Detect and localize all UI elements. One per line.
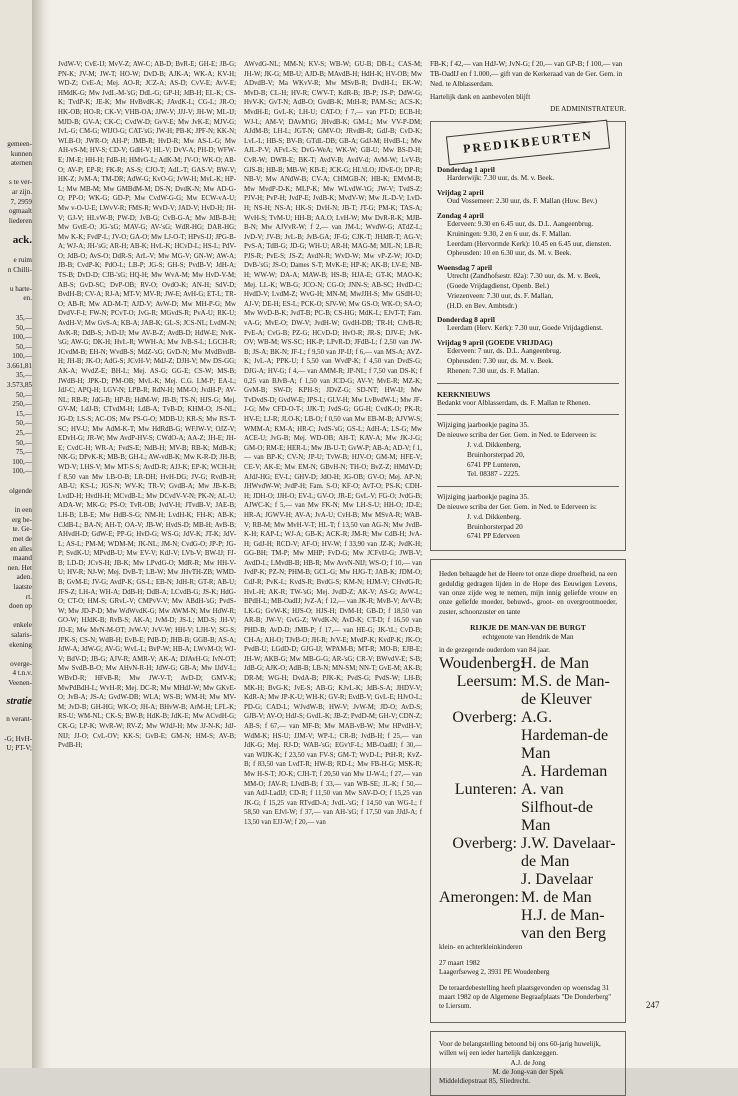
strip-amount: 75,—	[15, 448, 32, 457]
divider	[437, 383, 619, 384]
relative-name: M.S. de Man-de Kleuver	[521, 673, 610, 709]
strip-amount: 35,—	[15, 371, 32, 380]
relative-name: J.W. Davelaar-de Man	[521, 835, 616, 871]
strip-line: n Chilli-	[7, 265, 32, 274]
strip-line	[0, 725, 32, 735]
strip-line: -G; HvH-	[4, 734, 32, 743]
strip-line: doen op	[9, 602, 32, 611]
strip-amount: 100,—	[12, 457, 32, 466]
thanks-line: Hartelijk dank en aanbevolen blijft	[430, 93, 531, 102]
previous-page-amounts	[0, 314, 32, 477]
previous-page-bottom-text	[0, 715, 32, 753]
sermon-entry: Utrecht (Zandhofsestr. 82a): 7.30 uur, ds. M. v. Beek, (Goede Vrijdagdienst, Openb. Bel.)	[447, 272, 601, 290]
strip-line: s te ver-	[8, 178, 32, 187]
book-gutter	[32, 0, 50, 1068]
previous-page-italic: stratie	[6, 696, 32, 708]
divider	[437, 414, 619, 415]
anniversary-address: Middeldiepstraat 85, Sliedrecht.	[439, 1077, 531, 1086]
relative-place: Overberg:	[452, 835, 517, 853]
address-line: J. v.d. Dikkenberg.	[467, 512, 522, 521]
previous-page-mid-text	[0, 256, 32, 304]
sermon-entry: Ederveen: 7 uur, ds. D.L. Aangeenbrug.	[447, 347, 562, 356]
sermon-day: Woensdag 7 april	[437, 263, 493, 273]
address-line: Bruinhorsterpad 20,	[467, 450, 525, 459]
previous-page-top-text	[0, 140, 32, 226]
relative-name: H.J. de Man-van den Berg	[521, 907, 607, 943]
sermon-entry: Ederveen: 9.30 en 6.45 uur, ds. D.L. Aangeenbrug.	[447, 219, 594, 228]
sermon-entry: Rhenen: 7.30 uur, ds. F. Mallan.	[447, 366, 540, 375]
relative-row	[439, 763, 617, 781]
strip-line: in een	[14, 506, 32, 515]
strip-line: maand	[12, 554, 32, 563]
strip-line	[0, 612, 32, 622]
strip-amount: 25,—	[15, 429, 32, 438]
relative-row	[439, 709, 617, 763]
strip-line: rt.	[25, 592, 32, 601]
strip-line: n verant-	[6, 715, 32, 724]
previous-page-lower-text	[0, 487, 32, 688]
sermon-schedule	[437, 165, 619, 376]
strip-line: liederen	[8, 216, 32, 225]
strip-line	[0, 275, 32, 285]
relative-name: A.G. Hardeman-de Man	[521, 709, 609, 763]
anniversary-thanks	[430, 1031, 626, 1096]
strip-line: Veenen-	[8, 678, 32, 687]
donor-list-column-2	[244, 60, 422, 990]
sermon-entry: Leerdam (Hervormde Kerk): 10.45 en 6.45 uur, diensten.	[447, 239, 612, 248]
new-scribe-1: De nieuwe scriba der Ger. Gem. in Ned. te Ederveen is:	[437, 431, 597, 440]
strip-line: gemeen-	[7, 140, 32, 148]
strip-line	[0, 169, 32, 179]
administrator-signature: DE ADMINISTRATEUR.	[550, 105, 626, 114]
sermon-entry: Kruiningen: 9.30, 2 en 6 uur, ds. F. Mallan.	[447, 229, 572, 238]
strip-amount: 50,—	[15, 390, 32, 399]
kerknieuws-text: Bedankt voor Alblasserdam, ds. F. Mallan te Rhenen.	[437, 398, 591, 407]
strip-line: ogmaalt	[8, 207, 32, 216]
relative-name: A. van Silfhout-de Man	[521, 781, 593, 835]
scribe-address-2	[437, 513, 619, 542]
relative-place: Overberg:	[452, 709, 517, 727]
strip-line	[0, 650, 32, 660]
relative-name: M. de Man	[521, 889, 592, 907]
deceased-age: in de gezegende ouderdom van 84 jaar.	[439, 645, 550, 654]
strip-amount: 3.573,85	[6, 381, 32, 390]
signature-1: A.J. de Jong	[510, 1058, 546, 1067]
strip-amount: 3.661,81	[6, 361, 32, 370]
strip-amount: 15,—	[15, 409, 32, 418]
relative-place	[439, 871, 521, 889]
strip-line: te. Ge-	[12, 525, 32, 534]
strip-amount: 100,—	[12, 467, 32, 476]
strip-amount: 100,—	[12, 333, 32, 342]
death-notice	[430, 559, 626, 1023]
sermon-entry: Vriezenveen: 7.30 uur, ds. F. Mallan,	[447, 291, 554, 300]
relative-row	[439, 835, 617, 871]
relative-row	[439, 907, 617, 943]
strip-line: 7, 2959	[10, 197, 32, 206]
strip-line	[0, 497, 32, 507]
previous-page-heading: ack.	[12, 234, 32, 247]
deceased-name: RIJKJE DE MAN-VAN DE BURGT	[470, 623, 586, 633]
donor-list-text: AWvdG-NL; MM-N; KV-S; WB-W; GU-B; DB-L; CAS-M; JH-W; JK-G; MB-U; AJD-B; MAvdB-H; HdH-K; HV-OB; Mw ADvdB-V; Ma WKvV-R; Mw MSvB-R; DvdH-L; EK-W; MvD-B; CL-H; HV-R; CWV-T; KdR-B; JB-P; JS-P; DdW-G; HvV-K; GvT-N; AdB-O; GvdB-K; MtH-R; PAM-Sc; ACS-K; MvdH-E; GvL-K; LH-U; CAT-O; f 7,— van PT-D; ECB-H; WJ-L; AM-V; DAvM'tG; JHvdB-K; GM-L; Mw VV-P-DM; AJdM-B; LH-L; JGT-N; GMV-O; JRvdB-R; GdJ-B; CvD-K; LvL-L; HB-S; BV-B; GTdL-DB; GB-A; GdJ-M; HvdB-L; Mw AJL-P-V; AFvL-S; DvG-WeA; WK-W; GB-U; Mw BS-D-H; CvR-W; DWB-E; BK-T; AvdV-B; AvdV-d; AvM-W; LvV-B; GJS-B; HB-B; MB-W; KB-E; JCK-G; HL'tLO; JDvE-O; DP-R; NB-V; Mw ANdW-B; CV-A; CHMGB-N; HB-K; EMvM-B; Mw MvdP-D-K; MLP-K; Mw WLvdW-'tG; JW-V; TvdS-Z; PJV-H; PvP-H; JvdP-E; JvdB-K; MvdV-W; Mw JL-D-V; LvD-H; NS-H; NS-A; HK-S; DvH-N; JB-T; JT-G; PM-K; TAS-A; WvH-S; TvM-U; HH-B; AA.O; LvH-W; Mw DvR-R-K; MJB-B-N; Mw AJVvR-W; f 2,— van JM-L; WvdW-G; ATdZ-L; JvD-V; JV-B; JvL-B; JvB-GA; JF-G; CJK-T; JHJdR-T; AG-V; PvS-A; TdB-G; JD-G; WH-U; AR-H; MAG-M; MJL-N; LB-R; PJS-R; PvE-S; JS-Z; AvdN-R; WvD-W; Mw vP-Z-W; JO-D; DvB-'sG; JS-O; Dames S-T; MvK-E; HP-K; AK-B; LV-E; NB-H; WW-W; DA-A; MAW-B; HS-B; HJA-E; GT-K; MAO-K; Mej. LL-K; WB-G; JCO-N; CG-O; JNN-S; AB-SC; HvdD-C; HvdD-V; LvdM-Z; WvG-H; MN-M; MwJJH-S; Mw GSdH-U; AJ-V; DE-H; ES-L; PCK-O; SJV-W; Mw GS-O; WK-O; SA-O; Mw WvD-B-K; JvdT-B; PC-B; CS-HG; MdK-L; EJvT-T; Fam. vA-G; MvE-O; DW-V; JvdH-W; GvdH-DB; TR-H; CJvB-R; PvE-A; CvG-B; PZ-G; HCvD-D; HvO-R; JR-S; DJV-E; JvK-OV; WB-M; WS-SC; HK-P; LPvR-D; JFdB-L; f 2,50 van JW-B; JS-A; BK-N; JF-L; f 9,50 van JP-IJ; f 6,— van MS-A; AVZ-K; JvL-A; PPK-U; f 5,50 van WvdP-K; f 4,50 van DvdS-G; DJG-A; HV-G; f 4,— van AMM-R; JP-NL; f 7,50 van DS-K; f 0,25 van BJvB-A; f 1,50 van JCD-G; AV-V; MvE-R; MZ-K; GvM-B; SW-D; KPH-S; JDvZ-G; SD-NT; HW-IJ; Mw TvDvdS-D; GvdW-E; JPS-L; GLV-H; Mw LvBvdW-L; Mw JF-J-G; Mw CFD-O-T-; JJK-T; JvdS-G; GG-H; CvdK-O; PK-R; HV-E; LJ-R; JLO-K; LB-O; f 0,50 van Mw EB-M-B; AJVW-S; WMM-A; KM-A; HR-C; JvdS-'sG; GS-L; AdH-A; LS-G; Mw ACE-U; JvG-B; Mej. WD-OB; AH-T; KAV-A; Mw JK-J-G; GM-O; RM-E; HER-L; Mw JB-U-T; GvW-P; AB-A; AD-V; f 1,— van BP-K; CV-N; JP-U; TvW-B; HJV-O; GM-M; HFE-V; CE-V; AK-E; Mw EM-N; GBvH-N; TH-O; BvZ-Z; HMdV-D; AJdJ-HG; EV-L; GHV-D; JdO-H; JG-OB; GV-O; Mej. AP-N; JHWvdW-W; JvdP-H; Fam. S-O; KF-O; AvT-O; PS-K; CDH-H; JDH-O; JJH-O; EV-L; GV-O; JR-E; GvL-V; FG-O; JvdG-B; AJWC-K; f 5,— van Mw FK-N; Mw LH-S-U; HH-O; JD-E; HR-A; JGWV-H; AV-A; JvA-U; CvH-B; Mw MSvA-R; WAB-V; RB-M; Mw MvH-V-T; HL-T; f 13,50 van AG-N; Mw JvdB-K-H; KAP-L; WJ-A; GB-K; ACK-R; JM-R; Mw CdB-H; JvA-H; GdJ-H; RCD-V; AF-O; HV-W; f 33,90 van JZ-K; JvdK-H; GG-BH; TM-P; Mw MHP; FvD-G; Mw JCFvIJ-G; JWB-V; AvdD-L; LMvdB-B; HB-R; Mw AvvN-NIJ; WS-O; f 10,— van JvdP-K; PZ-N; PHM-B; GCL-G; Mw HJG-T; JAB-K; JDM-O; CdJ-R; PvK-L; KvdS-R; BvdG-S; KM-N; HJM-V; CHvdG-R; HvL-H; AK-R; TW-'sG; Mej. JvdD-Z; AK-V; AS-G; AvW-L; BPdH-L; MB-OadIJ; JvZ-A; f 12,— van JK-R; MvB-V; AvV-B; LK-G; GvW-K; HJS-O; HJS-H; DvM-H; GB-D; f 18,50 van AR-B; JW-V; GvG-Z; WvdK-N; AvD-K; CT-D; f 16,50 van PHD-B; AvD-D; JMB-P; f 17,— van HE-G; JK-'tL; CvD-B; CH-A; AH-O; TJvB-O; JH-R; JvV-E; MvdP-K; KvdP-K; JK-O; PvdB-U; LGdD-D; GJG-IJ; WPAM-B; MT-R; MO-B; EJB-E; JH-W; AKB-G; Mw MB-G-G; AR-'sG; CR-V; BWvdV-E; S-B; JdB-G; AJK-O; AdB-B; LB-N; MN-SM; NN-T; GvE-M; AK-B; DR-M; WG-H; DvdA-B; PJK-K; PvdS-G; PvdS-W; LH-B; MK-H; BvG-K; JvE-S; AB-G; KJvL-K; JdB-S-A; JHDV-V; KdR-A; Mw JP-K-U; WH-K; GV-R; EvdB-V; GvL-E; HJvO-L; PD-G; CAD-L; WJvdW-B; HW-V; JvW-M; JD-O; AvD-S; GJB-V; AV-O; HdJ-S; GvdL-K; JB-Z; PvdD-M; GH-V; CDN-Z; AB-S; f 67,— van MF-B; Mw MAB-vB-W; Mw HPvdH-V; WdM-K; HS-U; JJM-V; WP-L; CR-B; JvdB-H; f 25,— van JdK-G; Mej. RJ-D; WAB-'sG; EGv'tF-L; MB-OadIJ; f 30,— van WIJK-K; f 23,50 van FV-S; GM-T; WvD-L; PtH-R; KvZ-B; f 83,50 van LvdT-R; HW-B; RD-L; Mw FB-H-G; MSK-R; Mw H-S-T; JO-K; CJH-T; f 20,50 van Mw IJ-W-L; f 27,— van MM-O; JAV-R; LJvdB-B; f 33,— van WB-SE; JL-K; f 50,— van AdJ-LadIJ; CD-R; f 11,50 van Mw SAV-D-O; f 15,25 van JK-G; f 15,25 van RTvdD-A; JvdL-'sG; f 14,50 van WG-L; f 58,50 van EJvl-W; f 37,— van AH-'sG; f 17,50 van JJdJ-A; f 13,50 van EJJ-W; f 20,— van	[244, 61, 422, 826]
relative-place: Leersum:	[456, 673, 517, 691]
strip-line: laatste	[13, 582, 32, 591]
page-number: 247	[646, 1000, 660, 1010]
strip-line: kunnen	[10, 149, 32, 158]
sermon-day: Donderdag 1 april	[437, 165, 495, 175]
sermon-day: Vrijdag 9 april (GOEDE VRIJDAG)	[437, 338, 553, 348]
strip-line: e ruim	[13, 255, 32, 264]
new-scribe-2: De nieuwe scriba der Ger. Gem. in Ned. te Ederveen is:	[437, 502, 597, 511]
yearbook-change-1: Wijziging jaarboekje pagina 35.	[437, 421, 529, 430]
anniversary-text: Voor de belangstelling betoond bij ons 60-jarig huwelijk, willen wij een ieder hartelijk dankzeggen.	[439, 1039, 601, 1058]
sermon-entry: (H.D. en Bev. Ambtsdr.)	[447, 301, 518, 310]
signature-2: M. de Jong-van der Spek	[492, 1068, 564, 1077]
relative-place	[439, 907, 521, 943]
yearbook-change-2: Wijziging jaarboekje pagina 35.	[437, 493, 529, 502]
sermon-entry: Harderwijk: 7.30 uur, ds. M. v. Beek.	[447, 174, 555, 183]
grandchildren-line: klein- en achterkleinkinderen	[439, 943, 523, 952]
kerknieuws-title: KERKNIEUWS	[437, 389, 491, 399]
strip-amount: 50,—	[15, 438, 32, 447]
relative-place: Woudenberg:	[439, 655, 525, 673]
strip-line: enkele	[13, 621, 32, 630]
right-column	[430, 60, 626, 1096]
strip-line: en.	[23, 294, 32, 303]
predikbeurten-title: PREDIKBEURTEN	[446, 120, 610, 166]
strip-line: erg be-	[11, 515, 32, 524]
relatives-list	[439, 655, 617, 943]
address-line: 6741 PP Lunteren,	[467, 460, 521, 469]
relative-row	[439, 871, 617, 889]
strip-amount: 50,—	[15, 419, 32, 428]
strip-line: en alles	[10, 544, 32, 553]
sermon-day: Zondag 4 april	[437, 210, 484, 220]
relative-row	[439, 655, 617, 673]
sermon-day: Vrijdag 2 april	[437, 188, 484, 198]
address-line: Bruinhorsterpad 20	[467, 522, 523, 531]
strip-line: u harte-	[9, 284, 32, 293]
strip-line: aternen	[10, 159, 32, 168]
relative-place: Lunteren:	[454, 781, 517, 799]
notice-date: 27 maart 1982	[439, 958, 480, 967]
strip-amount: 35,—	[15, 313, 32, 322]
strip-line: U; PT-V;	[6, 744, 32, 753]
relative-row	[439, 889, 617, 907]
sermon-entry: Leerdam (Herv. Kerk): 7.30 uur, Goede Vrijdagdienst.	[447, 324, 603, 333]
strip-line: 4 t.n.v.	[12, 669, 32, 678]
strip-line: nen. Het	[7, 563, 32, 572]
deceased-spouse: echtgenote van Hendrik de Man	[482, 632, 574, 641]
donor-list-text: JvdW-V; CvE-IJ; MvV-Z; AW-C; AB-D; BvR-E; GH-E; JB-G; PN-K; JV-M; JW-T; HO-W; DvD-B; AJK-A; WK-A; KV-H; WD-Z; CvE-A; Mej. AO-R; JCZ-A; AS-D; CvV-E; AvV-E; HMdK-G; Mw JvdL-M-'sG; DdL-G; GP-H; JdB-H; EL-K; CS-K; TvdP-K; JE-K; Mw HvBvdK-K; JAvdK-L; CG-L; JR-O; HK-OB; HO-R; CK-V; VHB-OA; JJW-V; JJJ-V; JH-W; ML-IJ; MJD-B; GV-A; CK-C; CvdW-D; GvV-E; Mw JvK-E; MJV-G; JvL-G; CM-G; WIJO-G; CAT-'sG; JW-H; PB-K; JPF-N; KK-N; WLB-O; JWR-O; AH-P; JMB-R; HvD-R; Mw AS-L-G; Mw AH-vS-M; HV-S; CD-V; GdH-V; HL-V; DvV-A; PH-D; WFW-E; JM-E; HH-H; FdB-H; HMvG-L; AdK-M; JV-O; WK-O; AB-O; AV-P; EP-R; FK-R; AS-S; CJO-T; AdL-T; GAS-V; BW-V; HK-Z; JvM-A; TM-DR; AdW-G; KvO-G; JvW-H; MvL-K; HP-L; Mw MB-M; Mw GMBdM-M; DS-N; DvdK-N; Mw AD-G-O; PP-O; WK-G; GD-P; Mw CvdW-G-G; Mw ECW-vA-U; Mw v-O-U-E; LWvV-R; FMS-R; WvD-V; JAD-V; HvD-H; JH-V; GJ-V; HLvW-B; PW-D; JvB-G; CvB-G-A; Mw JdB-B-H; Mw GvtE-O; JG-'sG; MAV-G; AV-'sG; WdR-HG; DAR-HG; Mw K-K; FvdP-L; JV-O; GA-O; Mw LJ-O-T; HPvS-IJ; JPG-B-A; WJ-A; JH-'sG; AR-H; AB-K; HvL-K; HCvD-L; HS-L; PdV-O; JdB-O; AvS-O; DdR-S; ArL-V; Mw MG-V; GN-W; AW-A; JB-B; CvdP-K; PdO-L; LB-P; JG-S; GH-S; PvdB-V; JdH-A; TS-B; DvD-D; CJB-'sG; HQ-H; Mw WvA-M; Mw HvD-V-M; AB-S; GvD-SC; DvP-OB; RV-O; OvdO-K; AN-H; SdV-D; BvdH-B; CV-A; RJ-A; MT-V; MV-R; JW-E; AvH-G; ET-L; TR-O; AB-R; Mw AD-M-T; AJD-V; AvW-D; Mw MH-P-G; Mw DvdV-F-I; FW-N; PCvT-O; JvG-R; MGvdS-R; PvA-U; RK-U; AvdH-V; Mw GvS-A; KB-A; JAB-K; GL-S; JCS-NL; LvdM-N; AvK-R; DdB-S; JvD-IJ; Mw AV-B-Z; AvdB-D; HdW-E; NvK-'sG; AW-G; DK-H; HvL-R; WWH-A; Mw JvB-S-L; LGCH-R; JCvdM-B; EH-N; WvdB-S; MdZ-'sG; GvD-N; Mw MvdBvdB-H; JH-B; JK-O; AdG-S; JCvH-V; MdJ-Z; DJH-V; Mw DS-GG; AK-A; WvdZ-E; BH-L; Mej. AS-G; GG-E; CS-W; MS-B; JWdB-H; JPK-D; PM-OB; MvL-K; Mej. C.G. LM-P; EA-L; JdJ-C; APQ-H; LGV-N; LPB-R; RdN-H; MM-O; JvdH-P; AV-NL; RB-R; JdG-B; HP-B; HdM-W; JB-B; TS-N; HJS-G; Mej. GV-M; LdJ-B; CTvdM-H; LdB-A; TvB-D; KHM-O; JS-NL; JG-D; LS-S; AC-OS; Mw PS-G-O; MDB-U; KR-S; Mw RS-T-SC; HV-U; Mw AdM-K-T; Mw HdRdB-G; WFJW-V; OJZ-V; EDvH-G; JR-W; Mw AvdP-HV-S; CWdO-A; AA-Z; JH-E; JH-E; CvdC-H; WR-A; FvdS-E; NdB-H; MV-B; RB-K; MdB-K; NK-G; DPvK-K; MB-B; GH-L; AW-vdB-K; Mw K-R-D; JH-B; WD-V; LHS-V; Mw MT-S-S; AvdD-R; AJJ-K; EP-K; WCH-H; f 8,50 van Mw LB-O-B; LR-DH; HvH-DG; JV-G; RvdB-H; AB-U; KS-L; JGS-N; WV-K; TR-V; GvdB-A; Mw JB-K-B; LvdD-H; HvdH-H; MCvdB-L; Mw DCvdV-V-N; PK-N; AL-U; ADA-W; MK-G; PS-O; TvR-OB; JvdV-H; JTvdB-V; JAE-B; LH-B; LB-E; Mw HdB-S-G; NM-H; LvdH-K; FH-K; AB-K; CJdB-L; BA-N; AH-T; OA-V; JB-W; HvdS-D; MB-H; AvB-B; AHvdH-D; GdW-E; PP-G; HvD-G; WS-G; JdV-K; JT-K; JdV-L; AS-L; PM-M; WDM-M; JK-NL; JM-N; CvdG-O; JP-P; JG-P; SvdK-U; MPvdB-U; Mw EV-V; KdJ-V; LVb-V; BW-IJ; FJ-B; LD-D; JCvS-H; JB-K; Mw LPvdG-O; MdR-R; Mw HH-V-U; HV-R; NJ-W; Mej. DvB-T; LB-W; Mw JHvTH-ZB; WMD-B; GvM-E; JV-G; AvdP-K; GS-L; EB-N; JdH-R; GT-R; AB-U; JFS-Z; LH-A; WH-A; DdB-H; DdB-A; LCvdB-G; JS-K; HdG-O; CT-O; HM-S; GRvL-V; CMPvV-V; Mw ABdH-'sG; PvdS-W; Mw JD-P-D; Mw WdWvdK-G; Mw AWM-N; Mw HdW-R; GO-W; HJdK-B; RvB-S; AK-A; JvM-D; JS-L; MD-S; JH-V; JO-E; Mw MvN-M-OT; JvW-V; JvV-W; HH-V; LJH-V; SG-S; JPK-S; CS-N; WdB-H; EvB-E; PdB-D; JHB-B; GGB-B; AS-A; JdW-A; JdW-G; AV-G; WvL-L; BvP-W; HB-A; LWvM-O; WJ-V; BdV-D; JB-G; AJV-R; AMR-V; AK-A; DJAvH-G; IvN-OT; Mw SvdB-B-O; Mw AHvN-R-H; JdW-G; GB-A; Mw IJdV-L; WBvD-R; HFvB-R; Mw JW-V-T; AvD-D; GMV-K; MwPdBdH-L; WvH-R; Mej. DC-R; Mw MHdJ-W; Mw GKvE-O; JvB-A; JS-A; GvdW-DB; WLA; WS-B; WM-H; Mw MV-M; JvD-B; GH-HG; WK-O; JH-A; BHvW-B; ArM-H; LFL-K; RS-U; WM-NL; CK-S; BW-B; HdK-B; JdK-E; Mw ACvdH-G; CK-G; LP-K; WvR-W; RV-Z; Mw WJdJ-H; Mw JJ-N-K; JdJ-NIJ; JJ-O; CvL-OV; KK-S; GvB-E; GM-N; HM-S; AV-B; PvdB-H;	[58, 61, 236, 750]
strip-line: salaris-	[11, 630, 32, 639]
strip-line: ekening	[9, 640, 32, 649]
donor-list-column-1	[58, 60, 236, 990]
previous-page-strip	[0, 0, 33, 1068]
relative-name: A. Hardeman	[521, 763, 608, 781]
address-line: J. v.d. Dikkenberg,	[467, 440, 522, 449]
address-line: 6741 PP Ederveen	[467, 532, 520, 541]
burial-notice: De teraardebestelling heeft plaatsgevonden op woensdag 31 maart 1982 op de Algemene Begraafplaats "De Donderberg" te Liersum.	[439, 983, 612, 1011]
notice-address: Laagerfseweg 2, 3931 PE Woudenberg	[439, 968, 550, 977]
strip-line: ar zijn.	[12, 187, 32, 196]
strip-line: overge-	[10, 659, 32, 668]
predikbeurten-box	[430, 121, 626, 551]
strip-amount: 50,—	[15, 323, 32, 332]
donor-list-continued: FB-K; f 42,— van HdJ-W; JvN-G; f 20,— van GP-B; f 100,— van TB-OadIJ en f 1.000,— gift van de Kerkeraad van de Ger. Gem. in Ned. te Alblasserdam.	[430, 60, 623, 88]
divider	[437, 486, 619, 487]
relative-place: Amerongen:	[439, 889, 519, 907]
relative-name: J. Davelaar	[521, 871, 593, 889]
relative-name: H. de Man	[521, 655, 589, 673]
strip-line: aden.	[16, 573, 32, 582]
strip-amount: 100,—	[12, 352, 32, 361]
sermon-entry: Opheusden: 7.30 uur, ds. M. v. Beek.	[447, 356, 554, 365]
relative-row	[439, 781, 617, 835]
relative-row	[439, 673, 617, 709]
sermon-entry: Opheusden: 10 en 6.30 uur, ds. M. v. Beek.	[447, 249, 572, 258]
address-line: Tel. 08387 - 2225.	[467, 470, 520, 479]
sermon-day: Donderdag 8 april	[437, 315, 495, 325]
relative-place	[439, 763, 521, 781]
previous-page-content	[0, 140, 32, 754]
sermon-entry: Oud Vossemeer: 2.30 uur, ds. F. Mallan (Huw. Bev.)	[447, 197, 598, 206]
death-notice-intro: Heden behaagde het de Heere tot onze diepe droefheid, na een geduldig gedragen lijden in de Hope des Eeuwigen Levens, van onze zijde weg te nemen, mijn innig geliefde vrouw en onze geliefde moeder, behuwd-, groot- en overgrootmoeder, zuster, schoonzuster en tante	[439, 570, 617, 616]
scribe-address-1	[437, 441, 619, 480]
strip-line: olgende	[9, 487, 32, 495]
strip-amount: 250,—	[12, 400, 32, 409]
strip-amount: 50,—	[15, 342, 32, 351]
strip-line: met de	[12, 534, 32, 543]
